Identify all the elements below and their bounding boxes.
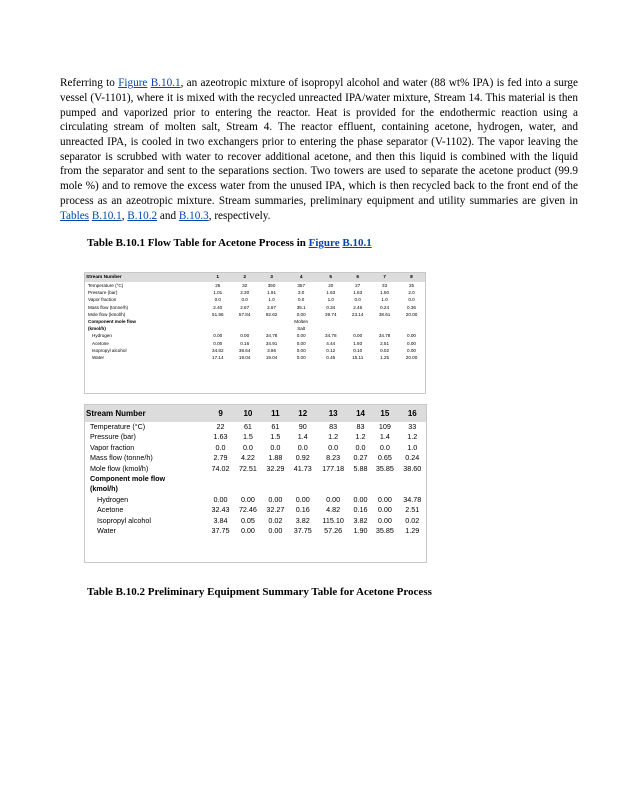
table-row [85, 304, 425, 311]
table-cell: 0.0 [242, 442, 253, 452]
column-header-stream: 10 [243, 409, 253, 418]
table-cell: 0.16 [240, 340, 250, 346]
table-cell: 22 [216, 422, 225, 431]
table-cell: 83 [329, 422, 338, 431]
table-cell: 1.63 [326, 290, 336, 296]
row-label: Pressure (bar) [90, 432, 136, 442]
table-cell: 92.62 [265, 311, 278, 317]
table-b-10-2-caption: Table B.10.2 Preliminary Equipment Summary Table for Acetone Process [87, 586, 432, 598]
table-row [85, 340, 425, 347]
table-cell: 39.74 [325, 311, 337, 317]
table-cell: 51.96 [212, 311, 224, 317]
table-cell: 109 [378, 422, 391, 431]
column-header-label: Stream Number [86, 275, 122, 280]
paragraph-text: , [121, 209, 128, 222]
link-table-b-10-3[interactable]: B.10.3 [178, 209, 209, 222]
table-cell: 0.0 [328, 442, 339, 452]
table-cell: 0.0 [354, 297, 361, 303]
table-cell: 1.88 [268, 453, 283, 463]
table-cell: 34.78 [265, 333, 278, 339]
table-cell: 0.0 [379, 442, 390, 452]
table-cell: 0.36 [407, 304, 416, 310]
table-cell: 72.46 [238, 505, 257, 515]
table-row [85, 289, 425, 296]
component-header-units: (kmol/h) [88, 326, 106, 332]
table-row [85, 296, 425, 303]
table-cell: 0.00 [268, 526, 283, 536]
table-cell: 32 [242, 283, 248, 288]
table-cell: 32.27 [266, 505, 285, 515]
column-header-stream: 4 [299, 275, 303, 280]
table-cell: 0.00 [240, 333, 250, 339]
paragraph-text: , respectively. [208, 209, 271, 222]
table-cell: 27 [355, 283, 361, 288]
table-cell: 3.82 [295, 515, 310, 525]
flow-table-streams-9-16 [84, 404, 427, 563]
row-label: Temperature (°C) [90, 422, 146, 431]
table-row [85, 464, 426, 474]
empty-cell [262, 474, 289, 484]
table-cell: 0.00 [296, 333, 306, 339]
table-cell: 2.0 [408, 290, 415, 296]
table-cell: 17.14 [212, 355, 224, 361]
empty-cell [371, 325, 398, 332]
table-cell: 4.82 [326, 505, 341, 515]
table-cell: 0.16 [353, 505, 368, 515]
table-cell: 0.45 [326, 355, 336, 361]
link-table-b-10-2[interactable]: B.10.2 [127, 209, 158, 222]
row-label: Vapor fraction [88, 297, 117, 303]
empty-cell [204, 318, 231, 325]
table-cell: 1.93 [353, 340, 363, 346]
empty-cell [258, 318, 285, 325]
table-cell: 0.00 [268, 494, 283, 504]
link-figure-b-10-1[interactable]: B.10.1 [150, 77, 181, 90]
table-cell: 72.51 [238, 463, 257, 473]
table-cell: 1.4 [379, 432, 390, 442]
table-cell: 25 [408, 283, 415, 288]
table-cell: 35.85 [375, 526, 394, 536]
table-cell: 3.0 [297, 290, 305, 296]
table-cell: 1.25 [380, 355, 390, 361]
row-label: Temperature (°C) [88, 283, 124, 288]
table-row [85, 432, 426, 442]
table-cell: 0.34 [326, 304, 336, 310]
table-cell: 20 [328, 283, 334, 288]
table-cell: 15.11 [352, 355, 364, 361]
table-cell: 38.61 [378, 311, 391, 317]
table-cell: 0.65 [377, 453, 392, 463]
table-cell: 0.00 [377, 505, 392, 515]
column-header-stream: 3 [270, 275, 273, 280]
column-header-stream: 14 [356, 409, 365, 418]
empty-cell [371, 474, 398, 484]
table-cell: 0.00 [296, 347, 306, 353]
table-cell: 4.44 [326, 340, 336, 346]
paragraph-text: , an azeotropic mixture of isopropyl alcohol and water (88 wt% IPA) is fed into a surge vessel (V-1101), where it is mixed with the recycled unreacted IPA/water mixture, Stream 14. This material is then pumped and vaporized prior to entering the reactor. Heat is provided for the endothermic reaction using a circulating stream of molten salt, Stream 4. The reactor effluent, containing acetone, hydrogen, water, and unreacted IPA, is cooled in two exchangers prior to entering the phase separator (V-1102). The vapor leaving the separator is scrubbed with water to recover additional acetone, and then this liquid is combined with the liquid from the separator and sent to the separations section. Two towers are used to separate the acetone product (99.9 mole %) and to remove the excess water from the unused IPA, which is then recycled back to the front end of the process as an azeotropic mixture. Stream summaries, preliminary equipment and utility summaries are given in [60, 77, 578, 207]
table-cell: 8.23 [326, 453, 341, 463]
table-cell: 0.00 [296, 311, 306, 317]
empty-cell [289, 474, 316, 484]
empty-cell [371, 318, 398, 325]
table-cell: 0.00 [326, 494, 341, 504]
table-cell: 0.00 [213, 340, 223, 346]
table-cell: 1.63 [353, 290, 363, 296]
table-cell: 2.79 [213, 453, 228, 463]
table-cell: 0.00 [377, 494, 392, 504]
table-cell: 20.00 [405, 311, 418, 317]
table-cell: 1.01 [213, 290, 223, 296]
table-cell: 0.00 [407, 340, 416, 346]
table-cell: 5.88 [353, 463, 368, 473]
table-cell: 0.00 [353, 494, 368, 504]
row-label: Acetone [92, 340, 109, 346]
body-paragraph [60, 76, 578, 223]
component-header-row [85, 484, 426, 494]
column-header-stream: 6 [356, 275, 359, 280]
empty-cell [398, 318, 425, 325]
column-header-stream: 1 [216, 275, 220, 280]
empty-cell [317, 318, 344, 325]
paragraph-text: Referring to [60, 77, 119, 90]
table-cell: 1.0 [327, 297, 334, 303]
table-cell: 0.27 [353, 453, 368, 463]
table-row [85, 354, 425, 361]
paragraph-text: and [157, 209, 179, 222]
row-label: Mass flow (tonne/h) [90, 453, 153, 463]
table-cell: 1.5 [270, 432, 281, 442]
table-cell: 32.29 [266, 463, 285, 473]
column-header-stream: 13 [328, 409, 338, 418]
table-cell: 0.00 [296, 340, 306, 346]
table-cell: 57.26 [324, 526, 343, 536]
caption-link-figure-num[interactable]: B.10.1 [342, 237, 372, 249]
table-cell: 4.22 [240, 453, 255, 463]
table-cell: 0.24 [380, 304, 390, 310]
column-header-stream: 9 [218, 409, 223, 418]
table-cell: 34.78 [403, 494, 422, 504]
link-figure[interactable]: Figure [118, 77, 148, 90]
table-cell: 32.43 [211, 505, 230, 515]
table-cell: 0.12 [326, 347, 336, 353]
empty-cell [207, 484, 234, 494]
table-row [85, 516, 426, 526]
table-cell: 0.0 [408, 297, 415, 303]
empty-cell [207, 474, 234, 484]
row-label: Mass flow (tonne/h) [88, 304, 129, 310]
empty-cell [316, 484, 349, 494]
table-cell: 0.24 [405, 453, 420, 463]
link-table-b-10-1[interactable]: B.10.1 [91, 209, 122, 222]
row-label: Mole flow (kmol/h) [90, 463, 149, 473]
table-cell: 0.00 [353, 333, 363, 339]
empty-cell [234, 484, 261, 494]
empty-cell [398, 325, 425, 332]
table-row [85, 453, 426, 463]
table-cell: 34.82 [212, 347, 224, 353]
row-label: Isopropyl alcohol [92, 347, 127, 353]
table-cell: 0.0 [270, 442, 281, 452]
table-cell: 0.0 [297, 297, 305, 303]
table-cell: 1.0 [407, 442, 418, 452]
table-row [85, 311, 425, 318]
column-header-stream: 7 [383, 275, 386, 280]
table-cell: 90 [298, 422, 307, 431]
table-cell: 35.1 [296, 304, 306, 310]
column-header-stream: 11 [271, 409, 280, 418]
row-label: Hydrogen [97, 494, 129, 504]
table-cell: 2.51 [380, 340, 390, 346]
table-cell: 1.5 [242, 432, 253, 442]
table-cell: 38.64 [238, 347, 251, 353]
empty-cell [344, 318, 371, 325]
table-cell: 0.16 [295, 505, 310, 515]
table-row [85, 526, 426, 536]
empty-cell [231, 325, 258, 332]
empty-cell [231, 318, 258, 325]
table-cell: 0.00 [377, 515, 392, 525]
table-cell: 2.46 [353, 304, 363, 310]
table-cell: 1.2 [328, 432, 339, 442]
table-b-10-1-caption [87, 237, 372, 249]
table-cell: 23.14 [351, 311, 364, 317]
table-cell: 19.04 [238, 355, 251, 361]
table-cell: 25 [215, 283, 221, 288]
empty-cell [399, 474, 426, 484]
table-cell: 1.50 [380, 290, 390, 296]
empty-cell [344, 325, 371, 332]
table-row [85, 282, 425, 289]
table-cell: 0.00 [295, 494, 310, 504]
empty-cell [204, 325, 231, 332]
table-cell: 0.00 [213, 333, 223, 339]
table-cell: 0.0 [214, 297, 221, 303]
table-cell: 19.04 [265, 355, 278, 361]
table-row [85, 347, 425, 354]
row-label: Hydrogen [92, 333, 112, 339]
table-cell: 3.84 [213, 515, 228, 525]
table-cell: 0.02 [405, 515, 420, 525]
table-cell: 83 [356, 422, 365, 431]
table-cell: 0.92 [295, 453, 310, 463]
column-header-stream: 5 [329, 275, 333, 280]
table-row [85, 332, 425, 339]
table-cell: 61 [271, 422, 280, 431]
column-header-stream: 15 [380, 409, 390, 418]
table-cell: 2.67 [267, 304, 277, 310]
table-cell: 20.00 [405, 355, 418, 361]
table-cell: 34.78 [325, 333, 337, 339]
table-cell: 115.10 [322, 515, 344, 525]
table-cell: 1.2 [407, 432, 418, 442]
table-cell: 2.40 [213, 304, 223, 310]
table-cell: 0.02 [268, 515, 283, 525]
row-label: Pressure (bar) [88, 290, 118, 296]
table-cell: 57.84 [238, 311, 251, 317]
table-cell: 0.10 [353, 347, 363, 353]
column-header-stream: 16 [407, 409, 417, 418]
empty-cell [350, 474, 371, 484]
table-cell: 1.2 [355, 432, 366, 442]
table-cell: 0.0 [241, 297, 248, 303]
table-cell: 2.30 [240, 290, 250, 296]
component-header-row [85, 318, 425, 325]
molten-salt-label: Molten [294, 319, 309, 325]
row-label: Isopropyl alcohol [97, 515, 151, 525]
table-cell: 61 [243, 422, 252, 431]
table-cell: 2.51 [405, 505, 420, 515]
table-cell: 0.00 [407, 333, 416, 339]
flow-table-streams-1-8 [84, 272, 426, 394]
molten-salt-label: Salt [297, 326, 306, 332]
table-cell: 41.73 [293, 463, 312, 473]
table-cell: 1.29 [405, 526, 420, 536]
table-cell: 0.02 [380, 347, 390, 353]
empty-cell [258, 325, 285, 332]
table-row [85, 505, 426, 515]
table-cell: 357 [297, 283, 305, 288]
table-cell: 2.67 [240, 304, 250, 310]
table-cell: 3.86 [267, 347, 277, 353]
table-cell: 34.91 [265, 340, 278, 346]
empty-cell [316, 474, 349, 484]
component-header: Component mole flow [88, 319, 136, 325]
table-cell: 0.00 [296, 355, 306, 361]
column-header-stream: 2 [243, 275, 246, 280]
caption-link-figure[interactable]: Figure [308, 237, 340, 249]
empty-cell [399, 484, 426, 494]
component-header: Component mole flow [90, 474, 166, 484]
table-cell: 0.00 [213, 494, 228, 504]
table-cell: 37.75 [293, 526, 312, 536]
table-row [85, 495, 426, 505]
component-header-row [85, 474, 426, 484]
column-header-label: Stream Number [86, 409, 146, 418]
table-cell: 1.0 [268, 297, 275, 303]
table-cell: 0.0 [355, 442, 366, 452]
table-cell: 1.63 [213, 432, 228, 442]
empty-cell [350, 484, 371, 494]
empty-cell [371, 484, 398, 494]
table-cell: 0.05 [240, 515, 255, 525]
row-label: Acetone [97, 505, 124, 515]
table-row [85, 422, 426, 432]
table-cell: 38.60 [403, 463, 422, 473]
table-cell: 3.82 [353, 515, 368, 525]
table-cell: 177.18 [322, 463, 345, 473]
table-cell: 37.75 [211, 526, 230, 536]
table-cell: 33 [408, 422, 417, 431]
table-cell: 0.00 [240, 526, 255, 536]
row-label: Water [92, 355, 105, 361]
empty-cell [289, 484, 316, 494]
column-header-stream: 12 [298, 409, 308, 418]
table-cell: 33 [382, 283, 388, 288]
row-label: Water [97, 526, 116, 536]
empty-cell [262, 484, 289, 494]
component-header-row [85, 325, 425, 332]
table-cell: 0.0 [297, 442, 308, 452]
table-cell: 0.0 [215, 442, 226, 452]
table-cell: 74.02 [211, 463, 230, 473]
table-cell: 0.00 [407, 347, 416, 353]
table-cell: 34.78 [378, 333, 391, 339]
table-row [85, 443, 426, 453]
row-label: Mole flow (kmol/h) [88, 311, 126, 317]
component-header-units: (kmol/h) [90, 484, 118, 494]
table-cell: 1.0 [381, 297, 388, 303]
empty-cell [234, 474, 261, 484]
empty-cell [317, 325, 344, 332]
row-label: Vapor fraction [90, 442, 135, 452]
caption-text: Table B.10.1 Flow Table for Acetone Process in [87, 237, 309, 249]
link-tables[interactable]: Tables [60, 209, 90, 222]
table-cell: 35.85 [375, 463, 394, 473]
column-header-stream: 8 [410, 275, 413, 280]
table-cell: 0.00 [240, 494, 255, 504]
table-cell: 1.91 [267, 290, 277, 296]
table-cell: 350 [267, 283, 276, 288]
table-cell: 1.4 [297, 432, 308, 442]
table-cell: 1.90 [353, 526, 368, 536]
